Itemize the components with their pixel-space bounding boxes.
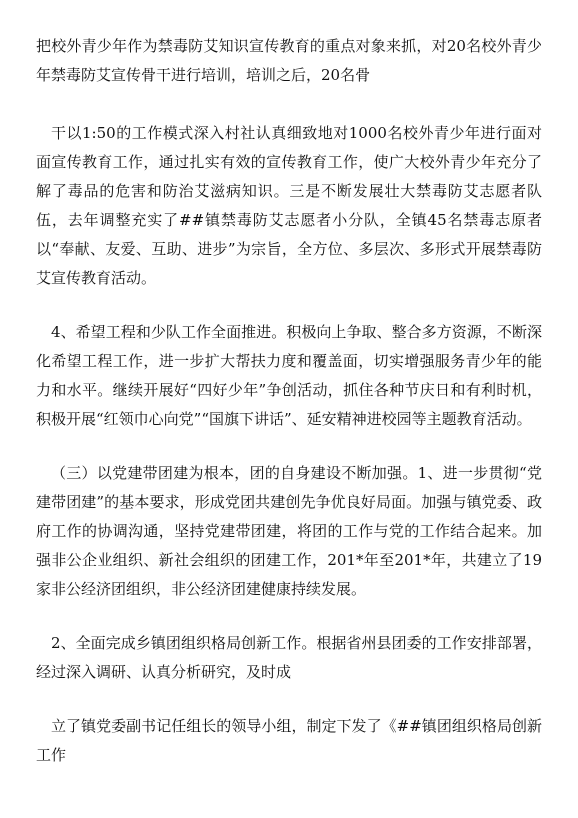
paragraph-4: （三）以党建带团建为根本，团的自身建设不断加强。1、进一步贯彻“党建带团建”的基本要求，形成党团共建创先争优良好局面。加强与镇党委、政府工作的协调沟通，坚持党建带团建，将团的工作与党的工作结合起来。加强非公企业组织、新社会组织的团建工作，201*年至201*年，共建立了19家非公经济团组织，非公经济团建健康持续发展。 bbox=[36, 464, 542, 598]
paragraph-6: 立了镇党委副书记任组长的领导小组，制定下发了《##镇团组织格局创新工作 bbox=[36, 717, 542, 764]
paragraph-2: 干以1:50的工作模式深入村社认真细致地对1000名校外青少年进行面对面宣传教育工作，通过扎实有效的宣传教育工作，使广大校外青少年充分了解了毒品的危害和防治艾滋病知识。三是不断发展壮大禁毒防艾志愿者队伍，去年调整充实了##镇禁毒防艾志愿者小分队，全镇45名禁毒志原者以“奉献、友爱、互助、进步”为宗旨，全方位、多层次、多形式开展禁毒防艾宣传教育活动。 bbox=[36, 124, 542, 287]
paragraph-1: 把校外青少年作为禁毒防艾知识宣传教育的重点对象来抓，对20名校外青少年禁毒防艾宣传骨干进行培训，培训之后，20名骨 bbox=[36, 37, 542, 84]
paragraph-5: 2、全面完成乡镇团组织格局创新工作。根据省州县团委的工作安排部署，经过深入调研、认真分析研究，及时成 bbox=[36, 634, 542, 681]
paragraph-3: 4、希望工程和少队工作全面推进。积极向上争取、整合多方资源，不断深化希望工程工作，进一步扩大帮扶力度和覆盖面，切实增强服务青少年的能力和水平。继续开展好“四好少年”争创活动，抓住各种节庆日和有利时机，积极开展“红领巾心向党”“国旗下讲话”、延安精神进校园等主题教育活动。 bbox=[36, 323, 542, 428]
